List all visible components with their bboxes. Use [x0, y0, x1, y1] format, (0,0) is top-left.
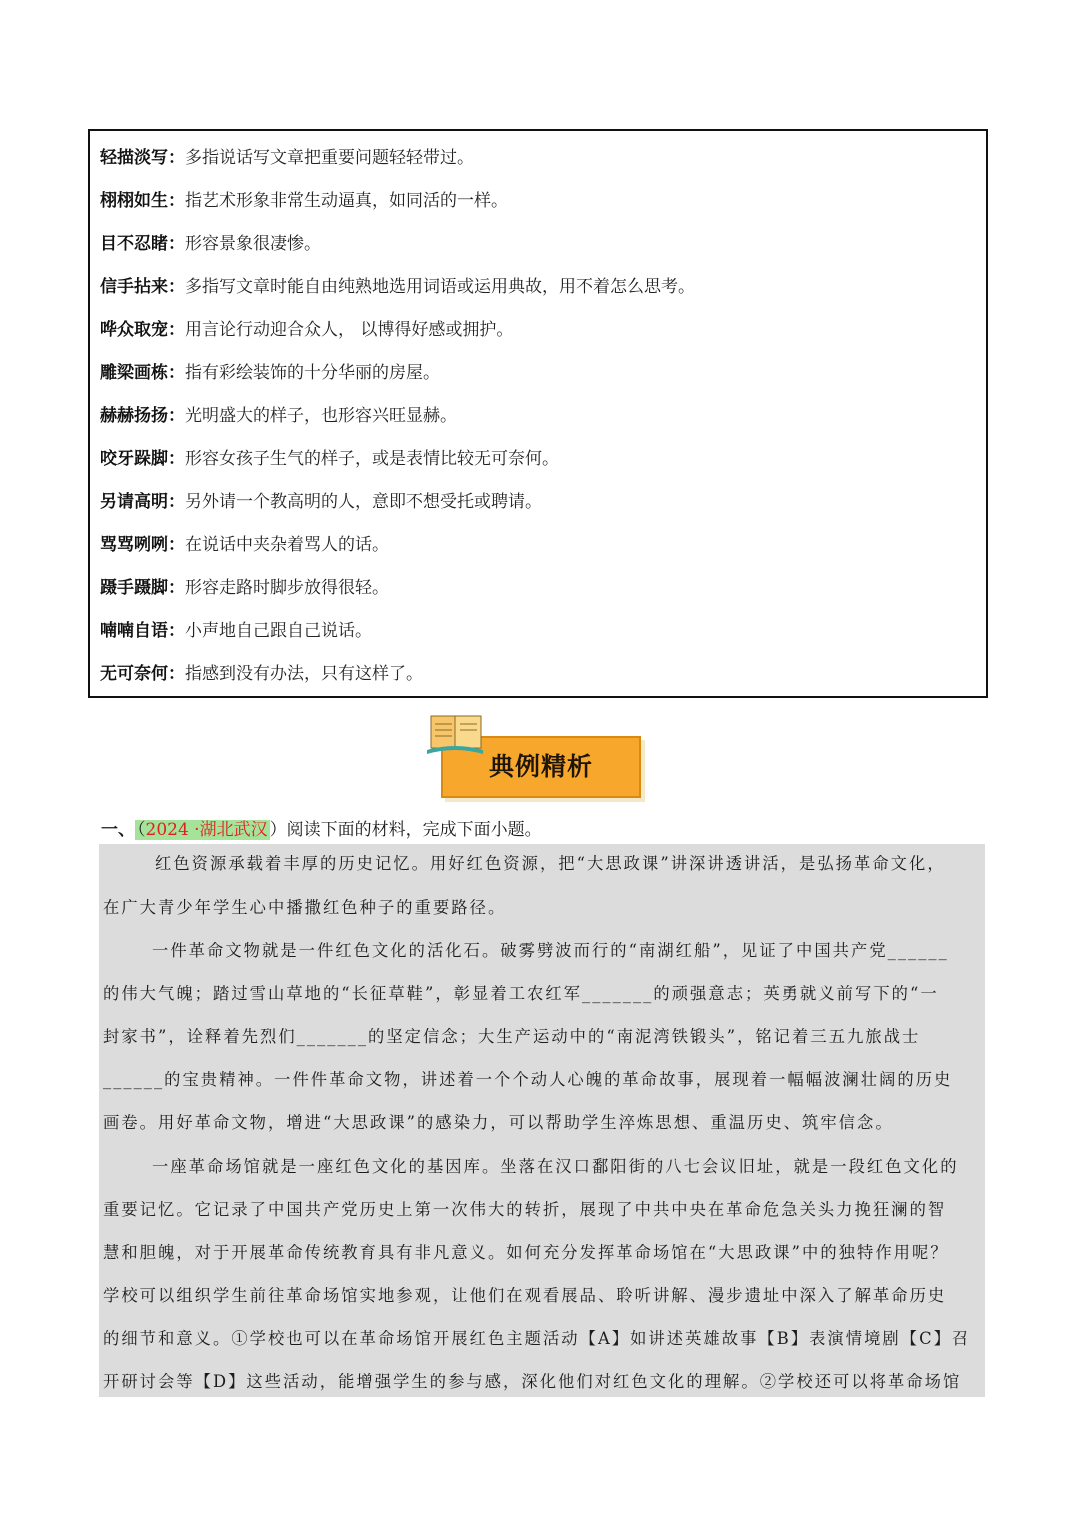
- vocab-definition: 光明盛大的样子，也形容兴旺显赫。: [185, 406, 457, 426]
- vocab-entry: [100, 405, 457, 427]
- section-banner: [425, 712, 655, 804]
- vocab-entry: [100, 663, 423, 685]
- vocab-definition: 小声地自己跟自己说话。: [185, 621, 372, 641]
- question-instruction: 阅读下面的材料，完成下面小题。: [286, 820, 542, 840]
- vocab-term: 轻描淡写：: [100, 148, 185, 168]
- question-number: 一、: [101, 820, 135, 840]
- passage-line: 封家书”，诠释着先烈们_______的坚定信念；大生产运动中的“南泥湾铁锻头”，铭记着三五九旅战士: [103, 1027, 921, 1046]
- vocab-definition: 指有彩绘装饰的十分华丽的房屋。: [185, 363, 440, 383]
- passage-line: 一件革命文物就是一件红色文化的活化石。破雾劈波而行的“南湖红船”，见证了中国共产党______: [152, 941, 949, 960]
- question-source: [135, 820, 270, 840]
- source-label: 2024 ·湖北武汉: [145, 820, 268, 840]
- vocab-term: 赫赫扬扬：: [100, 406, 185, 426]
- passage-line: 在广大青少年学生心中播撒红色种子的重要路径。: [103, 898, 507, 917]
- vocab-term: 无可奈何：: [100, 664, 185, 684]
- vocab-definition: 指感到没有办法，只有这样了。: [185, 664, 423, 684]
- vocab-entry: [100, 620, 372, 642]
- vocab-definition: 在说话中夹杂着骂人的话。: [185, 535, 389, 555]
- vocab-definition: 指艺术形象非常生动逼真，如同活的一样。: [185, 191, 508, 211]
- passage-line: 画卷。用好革命文物，增进“大思政课”的感染力，可以帮助学生淬炼思想、重温历史、筑牢信念。: [103, 1113, 894, 1132]
- vocab-entry: [100, 362, 440, 384]
- vocab-definition: 形容景象很凄惨。: [185, 234, 321, 254]
- vocab-term: 喃喃自语：: [100, 621, 185, 641]
- question-header: [101, 817, 542, 843]
- source-open-paren: （: [137, 820, 146, 840]
- vocab-term: 目不忍睹：: [100, 234, 185, 254]
- vocab-entry: [100, 233, 321, 255]
- passage-line: ______的宝贵精神。一件件革命文物，讲述着一个个动人心魄的革命故事，展现着一幅幅波澜壮阔的历史: [103, 1070, 953, 1089]
- passage-line: 学校可以组织学生前往革命场馆实地参观，让他们在观看展品、聆听讲解、漫步遗址中深入了解革命历史: [103, 1286, 947, 1305]
- vocab-term: 栩栩如生：: [100, 191, 185, 211]
- vocab-entry: [100, 276, 695, 298]
- vocab-entry: [100, 491, 542, 513]
- vocab-definition: 多指写文章时能自由纯熟地选用词语或运用典故，用不着怎么思考。: [185, 277, 695, 297]
- vocab-entry: [100, 448, 559, 470]
- vocab-entry: [100, 147, 474, 169]
- banner-title: 典例精析: [488, 752, 593, 781]
- vocab-definition: 用言论行动迎合众人， 以博得好感或拥护。: [185, 320, 514, 340]
- passage-line: 的细节和意义。①学校也可以在革命场馆开展红色主题活动【A】如讲述英雄故事【B】表演情境剧【C】召: [103, 1329, 971, 1348]
- passage-line: 开研讨会等【D】这些活动，能增强学生的参与感，深化他们对红色文化的理解。②学校还可以将革命场馆: [103, 1372, 962, 1391]
- passage-line: 慧和胆魄，对于开展革命传统教育具有非凡意义。如何充分发挥革命场馆在“大思政课”中的独特作用呢？: [103, 1243, 949, 1262]
- vocab-term: 信手拈来：: [100, 277, 185, 297]
- vocab-term: 雕梁画栋：: [100, 363, 185, 383]
- reading-passage: [99, 844, 985, 1397]
- vocab-term: 骂骂咧咧：: [100, 535, 185, 555]
- passage-line: 红色资源承载着丰厚的历史记忆。用好红色资源，把“大思政课”讲深讲透讲活，是弘扬革命文化，: [155, 854, 946, 873]
- vocab-entry: [100, 190, 508, 212]
- vocab-definition: 形容女孩子生气的样子，或是表情比较无可奈何。: [185, 449, 559, 469]
- vocab-entry: [100, 577, 389, 599]
- passage-line: 的伟大气魄；踏过雪山草地的“长征草鞋”，彰显着工农红军_______的顽强意志；英勇就义前写下的“一: [103, 984, 939, 1003]
- vocab-term: 咬牙跺脚：: [100, 449, 185, 469]
- vocab-entry: [100, 534, 389, 556]
- vocabulary-box: [88, 129, 988, 698]
- vocab-term: 蹑手蹑脚：: [100, 578, 185, 598]
- vocab-entry: [100, 319, 513, 341]
- vocab-definition: 形容走路时脚步放得很轻。: [185, 578, 389, 598]
- vocab-definition: 另外请一个教高明的人，意即不想受托或聘请。: [185, 492, 542, 512]
- vocab-term: 哗众取宠：: [100, 320, 185, 340]
- source-close-paren: ）: [269, 820, 287, 840]
- vocab-definition: 多指说话写文章把重要问题轻轻带过。: [185, 148, 474, 168]
- passage-line: 重要记忆。它记录了中国共产党历史上第一次伟大的转折，展现了中共中央在革命危急关头力挽狂澜的智: [103, 1200, 947, 1219]
- vocab-term: 另请高明：: [100, 492, 185, 512]
- passage-line: 一座革命场馆就是一座红色文化的基因库。坐落在汉口鄱阳街的八七会议旧址，就是一段红色文化的: [152, 1157, 959, 1176]
